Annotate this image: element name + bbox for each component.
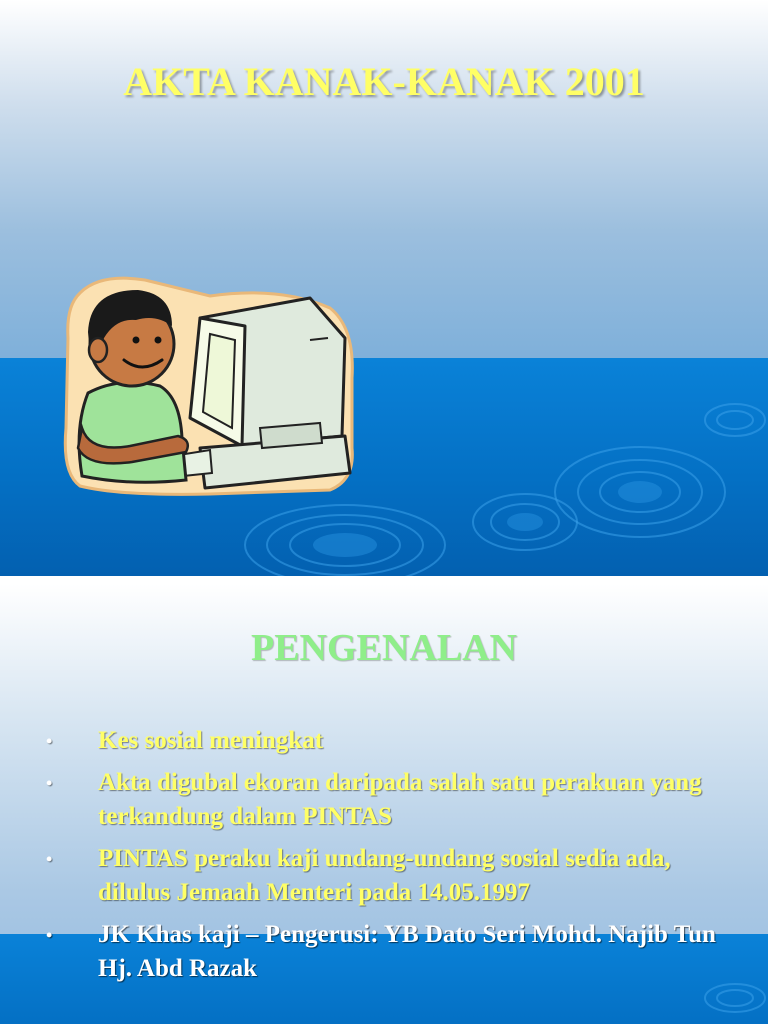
list-item <box>46 724 746 758</box>
slide-title-text: AKTA KANAK-KANAK 2001 <box>123 59 645 104</box>
bullet-icon: • <box>46 849 53 869</box>
bullet-text: JK Khas kaji – Pengerusi: YB Dato Seri Mohd. Najib Tun Hj. Abd Razak <box>98 921 716 982</box>
bullet-icon: • <box>46 731 53 751</box>
boy-computer-icon <box>60 268 360 500</box>
list-item <box>46 766 746 834</box>
bullet-list <box>46 724 746 994</box>
bullet-icon: • <box>46 925 53 945</box>
bullet-text: PINTAS peraku kaji undang-undang sosial sedia ada, dilulus Jemaah Menteri pada 14.05.1997 <box>98 845 671 906</box>
bullet-text: Akta digubal ekoran daripada salah satu perakuan yang terkandung dalam PINTAS <box>98 769 702 830</box>
list-item <box>46 918 746 986</box>
list-item <box>46 842 746 910</box>
section-heading: PENGENALAN <box>250 627 518 669</box>
slide-introduction <box>0 584 768 1024</box>
bullet-icon: • <box>46 773 53 793</box>
bullet-text: Kes sosial meningkat <box>98 727 324 754</box>
